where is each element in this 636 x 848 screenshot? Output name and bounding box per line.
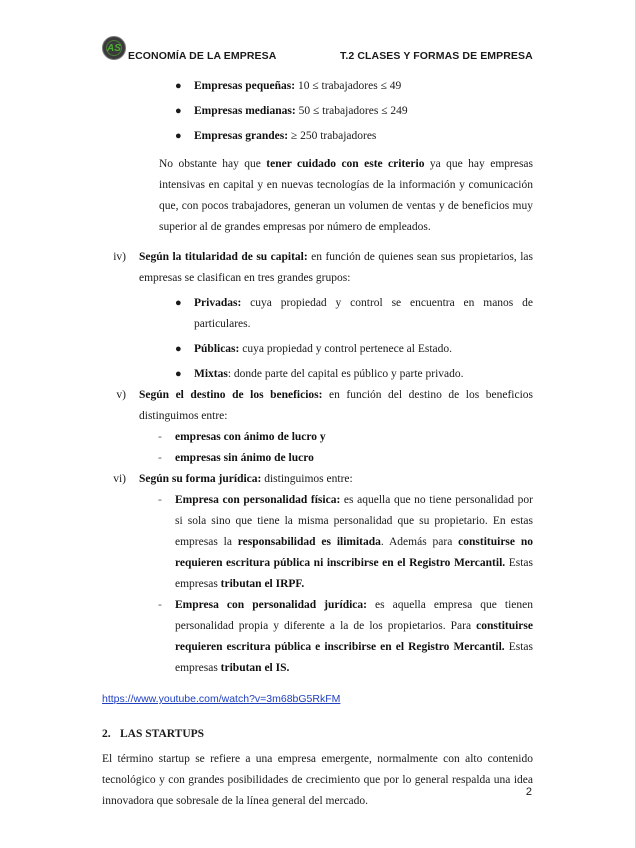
list-item <box>102 364 533 385</box>
bullet-icon: ● <box>175 343 182 355</box>
section-number: 2. <box>102 728 111 740</box>
list-item-text: 50 ≤ trabajadores ≤ 249 <box>295 105 408 117</box>
list-item-persona-fisica <box>102 490 533 595</box>
section-text: en función de quienes sean sus propietarios, las empresas se clasifican en tres grandes grupos: <box>139 251 533 284</box>
document-body <box>102 76 533 812</box>
section-v <box>102 385 533 427</box>
list-item-label: Empresas pequeñas: <box>194 80 296 92</box>
list-item-label: Empresas medianas: <box>194 105 296 117</box>
text: . Además para <box>380 536 459 548</box>
bullet-icon: ● <box>175 105 182 117</box>
emphasis: constituirse requieren escritura pública e inscribirse en el Registro Mercantil. <box>175 620 533 653</box>
text: Estas empresas <box>175 641 533 674</box>
section-marker: iv) <box>113 251 126 263</box>
text: ya que hay empresas intensivas en capital y en nuevas tecnologías de la información y comunicación que, con pocos trabajadores, generan un volumen de ventas y de beneficios muy superior al de grandes empresas por número de empleados. <box>159 158 533 233</box>
text: es aquella que no tiene personalidad por si sola sino que tiene la misma personalidad que su propietario. En estas empresas la <box>175 494 533 548</box>
list-item <box>102 293 533 335</box>
emphasis: Empresa con personalidad jurídica: <box>175 599 367 611</box>
list-item-persona-juridica <box>102 595 533 679</box>
list-item-label: Públicas: <box>194 343 240 355</box>
text: es aquella empresa que tienen personalidad propia y diferente a la de los propietarios. Para <box>175 599 533 632</box>
list-item-text: 10 ≤ trabajadores ≤ 49 <box>295 80 402 92</box>
list-item-label: Empresas grandes: <box>194 130 289 142</box>
emphasis: constituirse no requieren escritura pública ni inscribirse en el Registro Mercantil. <box>175 536 533 569</box>
emphasis: tener cuidado con este criterio <box>266 158 425 170</box>
header-left-title: ECONOMÍA DE LA EMPRESA <box>128 50 277 62</box>
list-item <box>102 126 533 147</box>
caution-paragraph <box>102 154 533 238</box>
page-header <box>102 36 536 66</box>
dash-icon: - <box>158 599 162 611</box>
section-iv <box>102 247 533 289</box>
bullet-icon: ● <box>175 130 182 142</box>
list-item-text: : donde parte del capital es público y parte privado. <box>227 368 464 380</box>
dash-icon: - <box>158 431 162 443</box>
list-item-label: Mixtas <box>194 368 228 380</box>
emphasis: Empresa con personalidad física: <box>175 494 341 506</box>
section-heading: Según la titularidad de su capital: <box>139 251 308 263</box>
section-heading: Según su forma jurídica: <box>139 473 262 485</box>
list-item-text: ≥ 250 trabajadores <box>288 130 377 142</box>
bullet-icon: ● <box>175 297 182 309</box>
list-item <box>102 427 533 448</box>
list-item <box>102 339 533 360</box>
section-marker: vi) <box>113 473 126 485</box>
list-item-text: empresas con ánimo de lucro y <box>175 431 326 443</box>
section-title-text: LAS STARTUPS <box>120 728 205 740</box>
bullet-icon: ● <box>175 368 182 380</box>
emphasis: responsabilidad es ilimitada <box>237 536 381 548</box>
bullet-icon: ● <box>175 80 182 92</box>
section-marker: v) <box>116 389 126 401</box>
list-item-label: Privadas: <box>194 297 242 309</box>
list-item-text: cuya propiedad y control pertenece al Estado. <box>239 343 453 355</box>
section-heading: Según el destino de los beneficios: <box>139 389 323 401</box>
logo-text: AS <box>106 42 122 54</box>
dash-icon: - <box>158 452 162 464</box>
emphasis: tributan el IS. <box>220 662 290 674</box>
dash-icon: - <box>158 494 162 506</box>
text: No obstante hay que <box>159 158 267 170</box>
text: Estas empresas <box>175 557 533 590</box>
section-text: distinguimos entre: <box>261 473 353 485</box>
section-2-title <box>102 724 533 745</box>
youtube-link[interactable]: https://www.youtube.com/watch?v=3m68bG5RkFM <box>102 693 341 705</box>
section-vi <box>102 469 533 490</box>
list-item <box>102 76 533 97</box>
list-item <box>102 101 533 122</box>
list-item-text: cuya propiedad y control se encuentra en manos de particulares. <box>194 297 533 330</box>
section-text: en función del destino de los beneficios distinguimos entre: <box>139 389 533 422</box>
header-right-title: T.2 CLASES Y FORMAS DE EMPRESA <box>340 50 533 62</box>
list-item <box>102 448 533 469</box>
logo <box>102 36 126 60</box>
emphasis: tributan el IRPF. <box>220 578 305 590</box>
list-item-text: empresas sin ánimo de lucro <box>175 452 314 464</box>
startups-paragraph: El término startup se refiere a una empresa emergente, normalmente con alto contenido tecnológico y con grandes posibilidades de crecimiento que por lo general respalda una idea innovadora que sobresale de la línea general del mercado. <box>102 753 533 807</box>
page-number: 2 <box>525 786 532 798</box>
